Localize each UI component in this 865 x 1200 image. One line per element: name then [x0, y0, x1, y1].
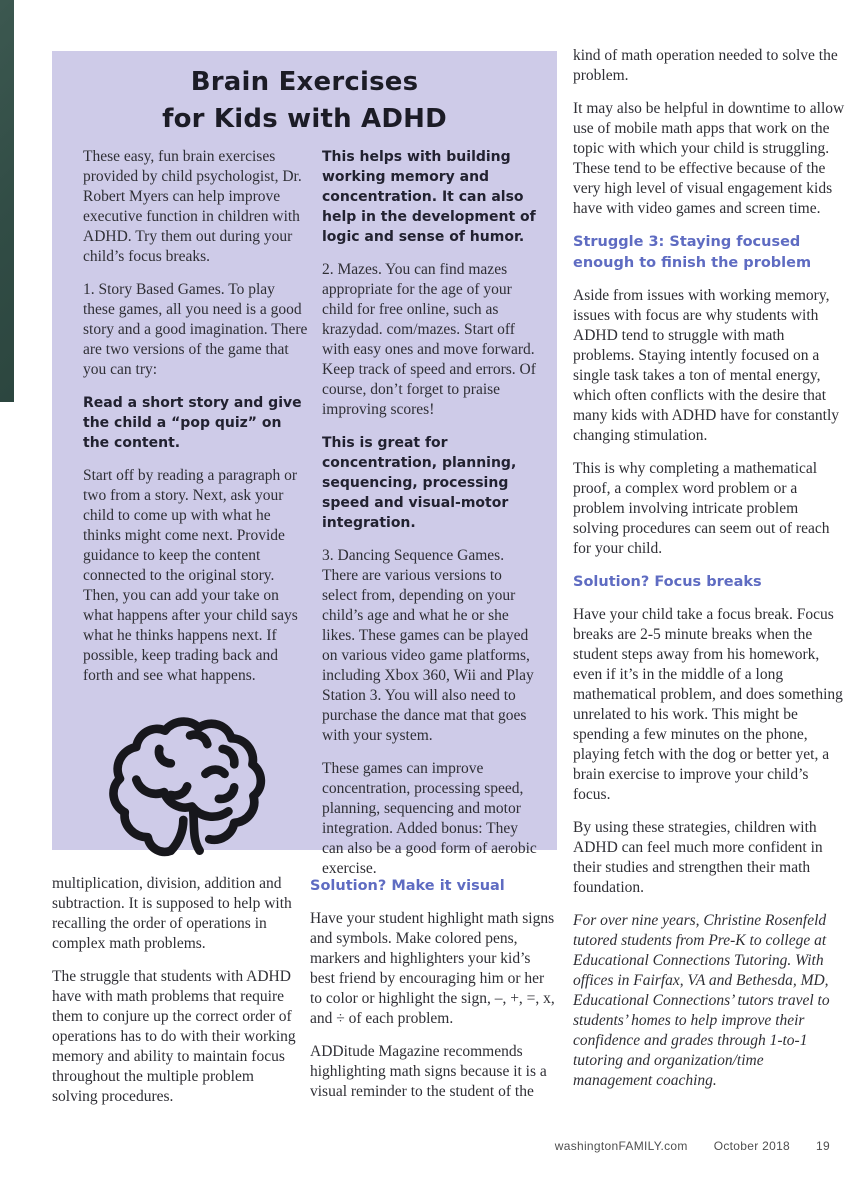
footer-page-number: 19 [816, 1139, 830, 1153]
struggle-3-heading: Struggle 3: Staying focused enough to finish the problem [573, 234, 812, 271]
solution-focus-breaks-heading: Solution? Focus breaks [573, 574, 762, 590]
focus-break-paragraph: Have your child take a focus break. Focus breaks are 2-5 minute breaks when the student steps away from his homework, even if it’s in the middle of a long mathematical problem, and does something unrelated to his work. This might be spending a few minutes on the phone, playing fetch with the dog or better yet, a brain exercise to improve your child’s focus. [573, 606, 843, 803]
feature-intro-paragraph: These easy, fun brain exercises provided by child psychologist, Dr. Robert Myers can help improve executive function in children with ADHD. Try them out during your child’s focus breaks. [83, 148, 302, 265]
brain-icon [89, 699, 310, 872]
feature-title-line1: Brain Exercises [190, 67, 419, 97]
games-benefits-paragraph: These games can improve concentration, processing speed, planning, sequencing and motor integration. Added bonus: They can also be a good form of aerobic exercise. [322, 760, 537, 877]
feature-title [52, 64, 557, 138]
article-bottom-middle-column [310, 874, 558, 1115]
working-memory-struggle-paragraph: The struggle that students with ADHD have with math problems that require them to conjure up the correct order of operations has to do with their working memory and ability to maintain focus throughout the multiple problem solving procedures. [52, 968, 296, 1105]
footer-issue-date: October 2018 [713, 1139, 791, 1153]
strategies-paragraph: By using these strategies, children with ADHD can feel much more confident in their studies and strengthen their math foundation. [573, 819, 823, 896]
story-games-paragraph: 1. Story Based Games. To play these games, all you need is a good story and a good imagination. There are two versions of the game that you can try: [83, 281, 308, 378]
solution-make-it-visual-heading: Solution? Make it visual [310, 878, 505, 894]
author-bio: For over nine years, Christine Rosenfeld tutored students from Pre-K to college at Educational Connections Tutoring. With offices in Fairfax, VA and Bethesda, MD, Educational Connections’ tutors travel to students’ homes to help improve their confidence and grades through 1-to-1 tutoring and organization/time management coaching. [573, 912, 830, 1089]
working-memory-callout: This helps with building working memory and concentration. It can also help in the development of logic and sense of humor. [322, 149, 536, 245]
math-operation-paragraph: kind of math operation needed to solve the problem. [573, 47, 838, 84]
feature-column-left [83, 147, 310, 892]
footer-site-url: washingtonFAMILY.com [554, 1139, 688, 1153]
feature-column-right [322, 147, 540, 892]
highlight-signs-paragraph: Have your student highlight math signs and symbols. Make colored pens, markers and highlighters your kid’s best friend by encouraging him or her to color or highlight the sign, –, +, =, x, and ÷ of each problem. [310, 910, 555, 1027]
dancing-games-paragraph: 3. Dancing Sequence Games. There are various versions to select from, depending on your child’s age and what he or she likes. These games can be played on various video game platforms, including Xbox 360, Wii and Play Station 3. You will also need to purchase the dance mat that goes with your system. [322, 547, 534, 744]
focus-issues-paragraph: Aside from issues with working memory, issues with focus are why students with ADHD tend to struggle with math problems. Staying intently focused on a single task takes a ton of mental energy, which often conflicts with the desire that many kids with ADHD have for constantly changing stimulation. [573, 287, 840, 444]
pop-quiz-callout: Read a short story and give the child a “pop quiz” on the content. [83, 395, 302, 451]
additude-magazine-paragraph: ADDitude Magazine recommends highlighting math signs because it is a visual reminder to the student of the [310, 1043, 547, 1100]
concentration-callout: This is great for concentration, planning, sequencing, processing speed and visual-motor integration. [322, 435, 517, 531]
brain-exercises-feature-box [52, 51, 557, 877]
math-proof-paragraph: This is why completing a mathematical proof, a complex word problem or a problem involving intricate problem solving procedures can seem out of reach for your child. [573, 460, 830, 557]
page-footer [555, 1139, 830, 1153]
math-apps-paragraph: It may also be helpful in downtime to allow use of mobile math apps that work on the topic with which your child is struggling. These tend to be effective because of the very high level of visual engagement kids have with video games and screen time. [573, 100, 845, 217]
order-of-operations-paragraph: multiplication, division, addition and subtraction. It is supposed to help with recalling the order of operations in complex math problems. [52, 875, 292, 952]
feature-title-line2: for Kids with ADHD [162, 104, 447, 134]
story-games-detail-paragraph: Start off by reading a paragraph or two from a story. Next, ask your child to come up with what he thinks might come next. Provide guidance to keep the content connected to the original story. Then, you can add your take on what happens after your child says what he thinks happens next. If possible, keep trading back and forth and see what happens. [83, 467, 298, 684]
article-bottom-left-column [52, 874, 302, 1120]
page-edge-accent-strip [0, 0, 14, 402]
feature-columns [52, 138, 557, 892]
article-right-column [573, 46, 845, 1104]
mazes-paragraph: 2. Mazes. You can find mazes appropriate for the age of your child for free online, such as krazydad. com/mazes. Start off with easy ones and move forward. Keep track of speed and errors. Of course, don’t forget to praise improving scores! [322, 261, 536, 418]
